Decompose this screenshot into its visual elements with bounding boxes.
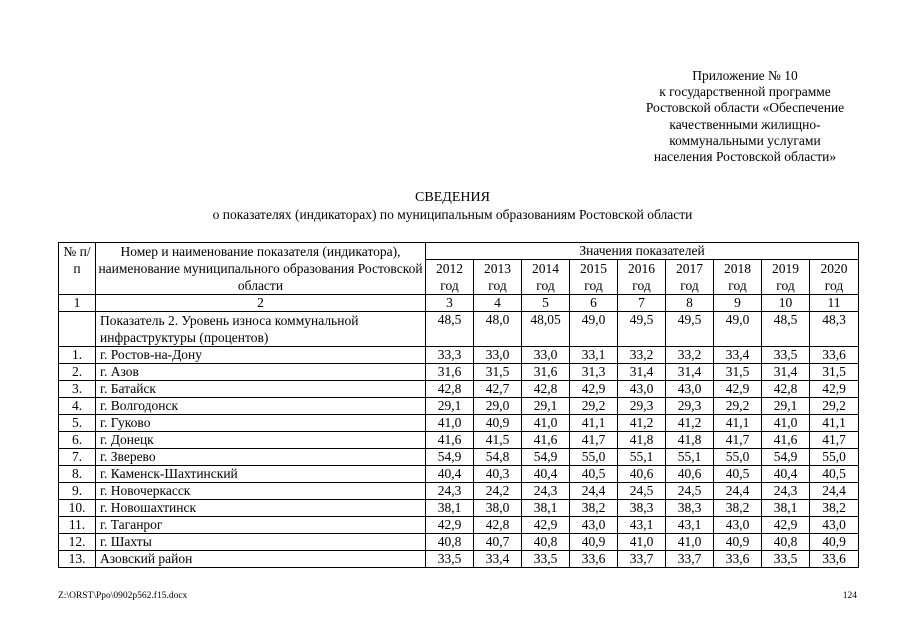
row-value: 54,9 bbox=[762, 449, 810, 466]
row-value: 31,4 bbox=[762, 364, 810, 381]
row-value: 33,6 bbox=[714, 551, 762, 568]
row-value: 38,3 bbox=[618, 500, 666, 517]
row-num: 5. bbox=[59, 415, 96, 432]
table-row bbox=[59, 398, 859, 415]
row-value: 31,5 bbox=[714, 364, 762, 381]
row-value: 41,0 bbox=[762, 415, 810, 432]
row-value: 43,0 bbox=[810, 517, 859, 534]
municipality-name: г. Ростов-на-Дону bbox=[96, 347, 426, 364]
row-value: 41,0 bbox=[618, 534, 666, 551]
header-row bbox=[59, 243, 859, 260]
row-value: 41,6 bbox=[426, 432, 474, 449]
table-row bbox=[59, 483, 859, 500]
row-value: 41,0 bbox=[522, 415, 570, 432]
appendix-line: к государственной программе bbox=[659, 84, 831, 100]
row-num: 8. bbox=[59, 466, 96, 483]
indicator-value: 48,5 bbox=[426, 312, 474, 347]
row-value: 38,1 bbox=[426, 500, 474, 517]
row-value: 55,0 bbox=[810, 449, 859, 466]
row-value: 33,5 bbox=[762, 551, 810, 568]
row-value: 33,7 bbox=[618, 551, 666, 568]
column-number: 11 bbox=[810, 295, 859, 312]
indicator-value: 48,3 bbox=[810, 312, 859, 347]
table-row bbox=[59, 500, 859, 517]
row-value: 33,4 bbox=[714, 347, 762, 364]
row-value: 33,2 bbox=[618, 347, 666, 364]
row-value: 33,5 bbox=[522, 551, 570, 568]
table-row bbox=[59, 517, 859, 534]
indicators-table bbox=[58, 242, 859, 568]
row-value: 42,9 bbox=[810, 381, 859, 398]
row-value: 40,3 bbox=[474, 466, 522, 483]
indicator-value: 49,0 bbox=[714, 312, 762, 347]
row-value: 40,6 bbox=[666, 466, 714, 483]
table-row bbox=[59, 347, 859, 364]
row-value: 33,6 bbox=[570, 551, 618, 568]
row-value: 40,5 bbox=[810, 466, 859, 483]
row-value: 29,3 bbox=[618, 398, 666, 415]
header-year: 2020 год bbox=[810, 260, 859, 295]
row-value: 31,6 bbox=[522, 364, 570, 381]
row-value: 33,0 bbox=[522, 347, 570, 364]
row-value: 43,0 bbox=[714, 517, 762, 534]
row-value: 24,2 bbox=[474, 483, 522, 500]
row-value: 33,1 bbox=[570, 347, 618, 364]
row-value: 29,0 bbox=[474, 398, 522, 415]
row-value: 24,3 bbox=[426, 483, 474, 500]
table-row bbox=[59, 449, 859, 466]
column-number: 1 bbox=[59, 295, 96, 312]
appendix-line: Приложение № 10 bbox=[692, 68, 798, 83]
row-value: 33,6 bbox=[810, 347, 859, 364]
column-number: 4 bbox=[474, 295, 522, 312]
row-value: 41,0 bbox=[426, 415, 474, 432]
row-num: 13. bbox=[59, 551, 96, 568]
column-number: 3 bbox=[426, 295, 474, 312]
row-value: 38,0 bbox=[474, 500, 522, 517]
row-value: 31,3 bbox=[570, 364, 618, 381]
row-value: 43,0 bbox=[666, 381, 714, 398]
row-value: 41,0 bbox=[666, 534, 714, 551]
header-year: 2019 год bbox=[762, 260, 810, 295]
row-value: 38,3 bbox=[666, 500, 714, 517]
row-value: 41,6 bbox=[762, 432, 810, 449]
row-num: 12. bbox=[59, 534, 96, 551]
row-value: 55,1 bbox=[666, 449, 714, 466]
indicator-num bbox=[59, 312, 96, 347]
row-value: 29,3 bbox=[666, 398, 714, 415]
row-value: 29,2 bbox=[714, 398, 762, 415]
municipality-name: г. Таганрог bbox=[96, 517, 426, 534]
row-value: 29,2 bbox=[570, 398, 618, 415]
column-number: 7 bbox=[618, 295, 666, 312]
row-num: 11. bbox=[59, 517, 96, 534]
row-value: 31,5 bbox=[474, 364, 522, 381]
row-value: 41,8 bbox=[618, 432, 666, 449]
row-value: 40,8 bbox=[426, 534, 474, 551]
row-value: 24,5 bbox=[618, 483, 666, 500]
row-value: 29,1 bbox=[522, 398, 570, 415]
row-num: 10. bbox=[59, 500, 96, 517]
appendix-line: населения Ростовской области» bbox=[653, 149, 837, 165]
column-number: 2 bbox=[96, 295, 426, 312]
row-value: 55,0 bbox=[714, 449, 762, 466]
row-value: 40,7 bbox=[474, 534, 522, 551]
page-number: 124 bbox=[842, 591, 857, 601]
row-value: 41,7 bbox=[714, 432, 762, 449]
header-num: № п/п bbox=[59, 243, 96, 295]
indicator-value: 48,0 bbox=[474, 312, 522, 347]
row-value: 42,9 bbox=[570, 381, 618, 398]
row-value: 41,7 bbox=[810, 432, 859, 449]
row-value: 24,4 bbox=[714, 483, 762, 500]
row-value: 38,2 bbox=[570, 500, 618, 517]
row-value: 33,0 bbox=[474, 347, 522, 364]
indicator-value: 49,5 bbox=[618, 312, 666, 347]
row-num: 4. bbox=[59, 398, 96, 415]
row-value: 42,8 bbox=[474, 517, 522, 534]
row-value: 40,9 bbox=[810, 534, 859, 551]
indicator-value: 49,0 bbox=[570, 312, 618, 347]
row-value: 40,4 bbox=[426, 466, 474, 483]
row-value: 40,8 bbox=[762, 534, 810, 551]
indicator-value: 48,5 bbox=[762, 312, 810, 347]
row-value: 38,2 bbox=[714, 500, 762, 517]
row-value: 38,1 bbox=[762, 500, 810, 517]
indicator-value: 48,05 bbox=[522, 312, 570, 347]
row-value: 33,7 bbox=[666, 551, 714, 568]
municipality-name: г. Новочеркасск bbox=[96, 483, 426, 500]
row-value: 31,5 bbox=[810, 364, 859, 381]
header-values-group: Значения показателей bbox=[426, 243, 859, 260]
header-year: 2013 год bbox=[474, 260, 522, 295]
row-value: 54,9 bbox=[426, 449, 474, 466]
row-value: 40,4 bbox=[522, 466, 570, 483]
table-row bbox=[59, 381, 859, 398]
row-value: 42,9 bbox=[762, 517, 810, 534]
header-year: 2014 год bbox=[522, 260, 570, 295]
row-value: 31,6 bbox=[426, 364, 474, 381]
header-year: 2017 год bbox=[666, 260, 714, 295]
row-value: 40,5 bbox=[570, 466, 618, 483]
table-row bbox=[59, 364, 859, 381]
row-value: 31,4 bbox=[618, 364, 666, 381]
row-value: 33,5 bbox=[762, 347, 810, 364]
row-num: 6. bbox=[59, 432, 96, 449]
header-name: Номер и наименование показателя (индикатора), наименование муниципального образования Ростовской области bbox=[96, 243, 426, 295]
table-row bbox=[59, 551, 859, 568]
row-value: 43,1 bbox=[618, 517, 666, 534]
document-title: СВЕДЕНИЯ bbox=[415, 190, 490, 205]
row-value: 54,9 bbox=[522, 449, 570, 466]
row-value: 40,9 bbox=[714, 534, 762, 551]
row-value: 41,1 bbox=[810, 415, 859, 432]
row-value: 43,1 bbox=[666, 517, 714, 534]
row-num: 2. bbox=[59, 364, 96, 381]
header-year: 2018 год bbox=[714, 260, 762, 295]
column-number: 9 bbox=[714, 295, 762, 312]
row-value: 55,1 bbox=[618, 449, 666, 466]
header-year: 2012 год bbox=[426, 260, 474, 295]
row-value: 40,9 bbox=[474, 415, 522, 432]
row-value: 24,4 bbox=[810, 483, 859, 500]
municipality-name: г. Каменск-Шахтинский bbox=[96, 466, 426, 483]
row-value: 42,8 bbox=[426, 381, 474, 398]
row-value: 33,2 bbox=[666, 347, 714, 364]
indicator-value: 49,5 bbox=[666, 312, 714, 347]
row-value: 41,1 bbox=[570, 415, 618, 432]
municipality-name: г. Батайск bbox=[96, 381, 426, 398]
header-year: 2016 год bbox=[618, 260, 666, 295]
municipality-name: г. Шахты bbox=[96, 534, 426, 551]
row-value: 41,6 bbox=[522, 432, 570, 449]
municipality-name: г. Донецк bbox=[96, 432, 426, 449]
table-row bbox=[59, 534, 859, 551]
row-value: 38,2 bbox=[810, 500, 859, 517]
row-num: 7. bbox=[59, 449, 96, 466]
row-value: 33,6 bbox=[810, 551, 859, 568]
row-value: 29,1 bbox=[426, 398, 474, 415]
row-value: 24,4 bbox=[570, 483, 618, 500]
row-value: 42,9 bbox=[714, 381, 762, 398]
row-value: 41,5 bbox=[474, 432, 522, 449]
municipality-name: г. Азов bbox=[96, 364, 426, 381]
row-value: 33,5 bbox=[426, 551, 474, 568]
column-number: 5 bbox=[522, 295, 570, 312]
municipality-name: г. Зверево bbox=[96, 449, 426, 466]
row-value: 41,7 bbox=[570, 432, 618, 449]
row-value: 41,1 bbox=[714, 415, 762, 432]
column-number: 8 bbox=[666, 295, 714, 312]
footer-file-path: Z:\ORST\Ppo\0902p562.f15.docx bbox=[58, 591, 188, 601]
header-year: 2015 год bbox=[570, 260, 618, 295]
row-value: 42,7 bbox=[474, 381, 522, 398]
appendix-header bbox=[600, 68, 890, 165]
table-row bbox=[59, 432, 859, 449]
row-value: 24,3 bbox=[762, 483, 810, 500]
appendix-line: коммунальными услугами bbox=[669, 132, 821, 148]
municipality-name: г. Гуково bbox=[96, 415, 426, 432]
column-number: 6 bbox=[570, 295, 618, 312]
indicator-row bbox=[59, 312, 859, 347]
municipality-name: Азовский район bbox=[96, 551, 426, 568]
column-numbers-row bbox=[59, 295, 859, 312]
row-value: 42,9 bbox=[522, 517, 570, 534]
row-value: 42,9 bbox=[426, 517, 474, 534]
row-value: 41,2 bbox=[618, 415, 666, 432]
row-value: 40,9 bbox=[570, 534, 618, 551]
table-row bbox=[59, 466, 859, 483]
row-value: 55,0 bbox=[570, 449, 618, 466]
row-value: 41,2 bbox=[666, 415, 714, 432]
document-subtitle: о показателях (индикаторах) по муниципальным образованиям Ростовской области bbox=[212, 207, 693, 222]
row-value: 40,5 bbox=[714, 466, 762, 483]
row-num: 3. bbox=[59, 381, 96, 398]
row-value: 43,0 bbox=[570, 517, 618, 534]
row-value: 38,1 bbox=[522, 500, 570, 517]
row-value: 54,8 bbox=[474, 449, 522, 466]
row-value: 42,8 bbox=[522, 381, 570, 398]
column-number: 10 bbox=[762, 295, 810, 312]
table-row bbox=[59, 415, 859, 432]
row-num: 9. bbox=[59, 483, 96, 500]
row-value: 41,8 bbox=[666, 432, 714, 449]
row-value: 40,8 bbox=[522, 534, 570, 551]
row-value: 40,6 bbox=[618, 466, 666, 483]
row-value: 29,1 bbox=[762, 398, 810, 415]
row-value: 40,4 bbox=[762, 466, 810, 483]
indicator-name: Показатель 2. Уровень износа коммунальной инфраструктуры (процентов) bbox=[96, 312, 426, 347]
row-num: 1. bbox=[59, 347, 96, 364]
row-value: 31,4 bbox=[666, 364, 714, 381]
row-value: 33,4 bbox=[474, 551, 522, 568]
row-value: 42,8 bbox=[762, 381, 810, 398]
row-value: 29,2 bbox=[810, 398, 859, 415]
row-value: 43,0 bbox=[618, 381, 666, 398]
row-value: 24,3 bbox=[522, 483, 570, 500]
appendix-line: качественными жилищно- bbox=[669, 116, 821, 132]
municipality-name: г. Новошахтинск bbox=[96, 500, 426, 517]
municipality-name: г. Волгодонск bbox=[96, 398, 426, 415]
row-value: 33,3 bbox=[426, 347, 474, 364]
appendix-line: Ростовской области «Обеспечение bbox=[645, 100, 845, 116]
row-value: 24,5 bbox=[666, 483, 714, 500]
